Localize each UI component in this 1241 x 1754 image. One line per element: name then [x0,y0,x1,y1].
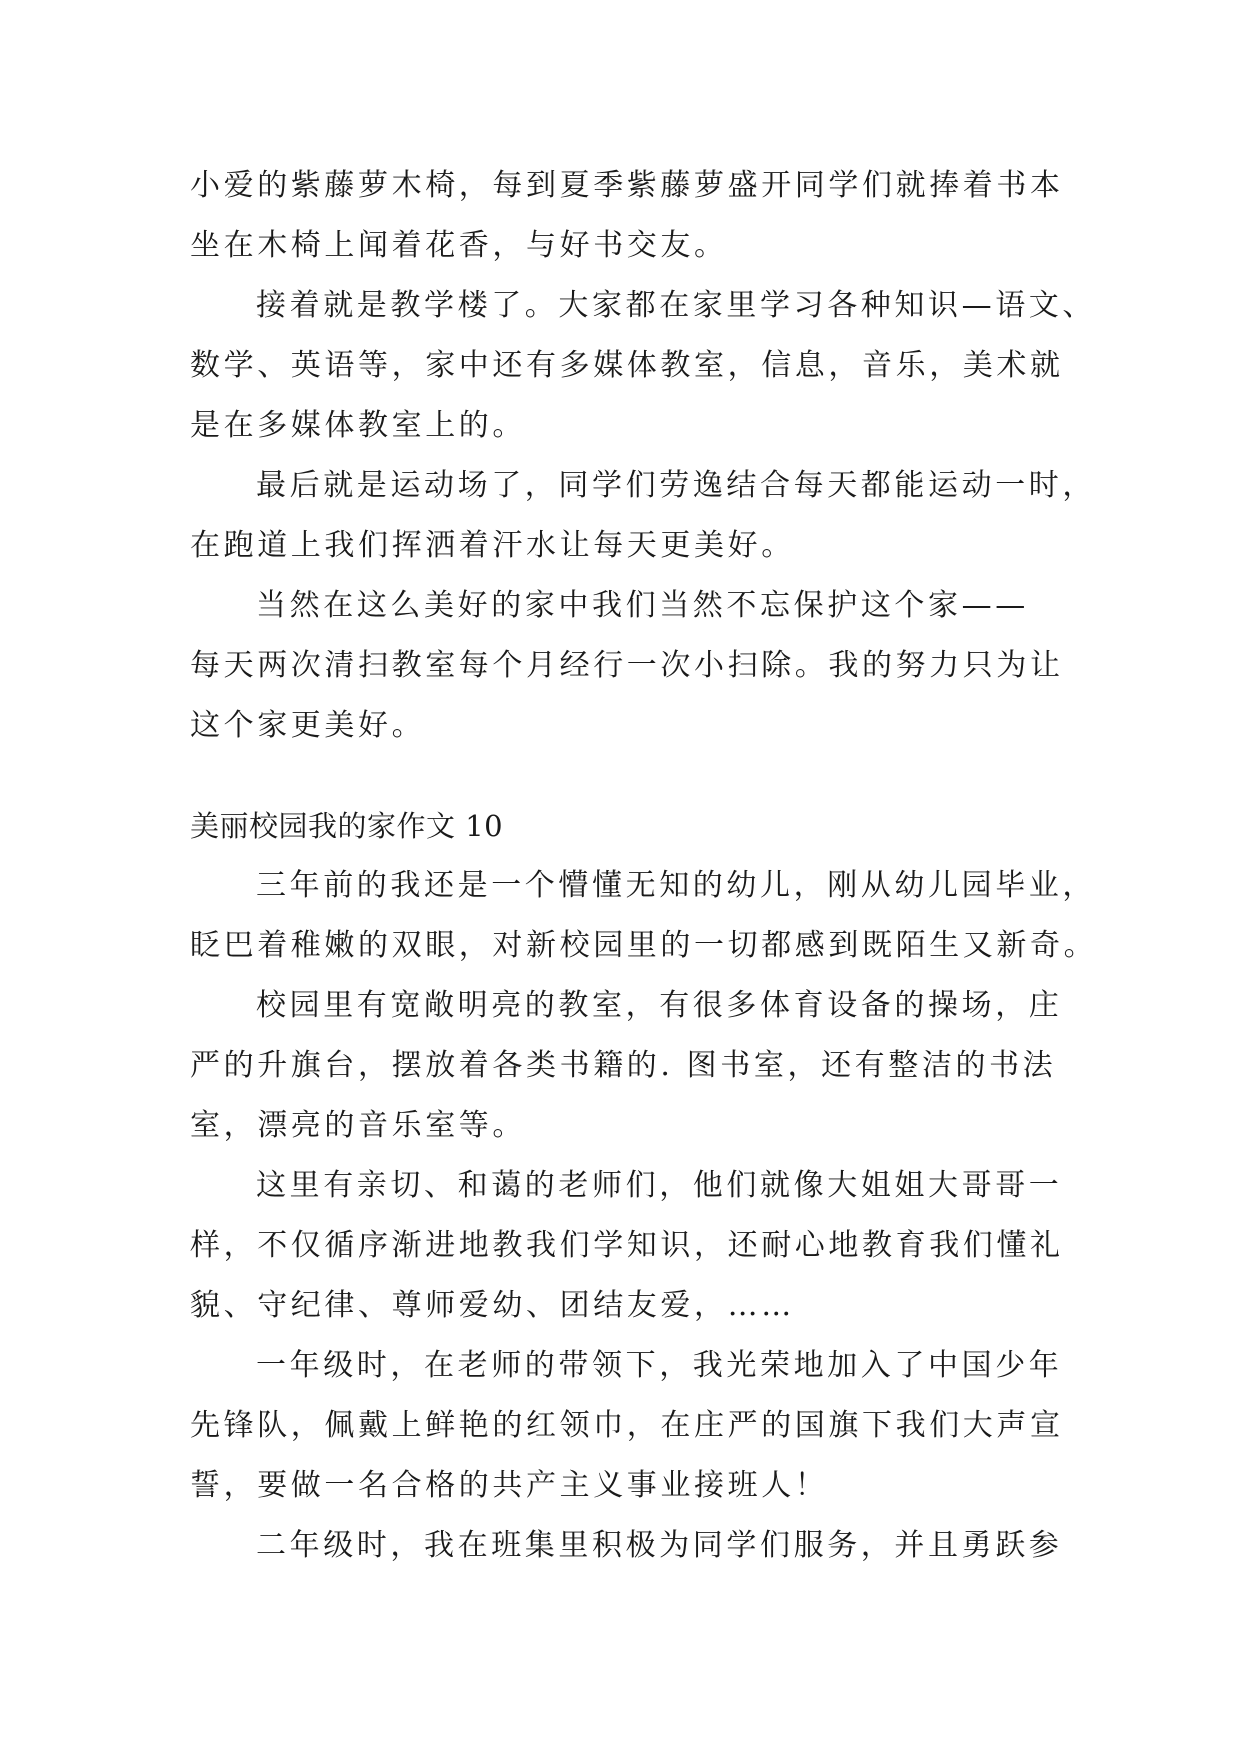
text-line: 貌、守纪律、尊师爱幼、团结友爱，…… [190,1288,795,1323]
text-line: 接着就是教学楼了。大家都在家里学习各种知识—语文、 [256,288,1096,323]
text-line: 三年前的我还是一个懵懂无知的幼儿，刚从幼儿园毕业， [256,868,1096,903]
text-line: 先锋队，佩戴上鲜艳的红领巾，在庄严的国旗下我们大声宣 [190,1408,1064,1443]
text-line: 坐在木椅上闻着花香，与好书交友。 [190,228,728,263]
text-line: 是在多媒体教室上的。 [190,408,526,443]
text-line: 一年级时，在老师的带领下，我光荣地加入了中国少年 [256,1348,1063,1383]
text-line: 这里有亲切、和蔼的老师们，他们就像大姐姐大哥哥一 [256,1168,1063,1203]
text-line: 校园里有宽敞明亮的教室，有很多体育设备的操场，庄 [256,988,1063,1023]
text-line: 严的升旗台，摆放着各类书籍的. 图书室，还有整洁的书法 [190,1048,1057,1083]
text-line: 誓，要做一名合格的共产主义事业接班人！ [190,1468,829,1503]
text-line: 当然在这么美好的家中我们当然不忘保护这个家—— [256,588,1029,623]
text-line: 这个家更美好。 [190,708,426,743]
text-line: 室，漂亮的音乐室等。 [190,1108,526,1143]
text-line: 小爱的紫藤萝木椅，每到夏季紫藤萝盛开同学们就捧着书本 [190,168,1064,203]
text-line: 眨巴着稚嫩的双眼，对新校园里的一切都感到既陌生又新奇。 [190,928,1098,963]
text-line: 每天两次清扫教室每个月经行一次小扫除。我的努力只为让 [190,648,1064,683]
section-title: 美丽校园我的家作文 10 [190,809,504,843]
text-line: 样，不仅循序渐进地教我们学知识，还耐心地教育我们懂礼 [190,1228,1064,1263]
text-line: 最后就是运动场了，同学们劳逸结合每天都能运动一时， [256,468,1096,503]
text-line: 在跑道上我们挥洒着汗水让每天更美好。 [190,528,795,563]
text-line: 二年级时，我在班集里积极为同学们服务，并且勇跃参 [256,1528,1063,1563]
text-line: 数学、英语等，家中还有多媒体教室，信息，音乐，美术就 [190,348,1064,383]
